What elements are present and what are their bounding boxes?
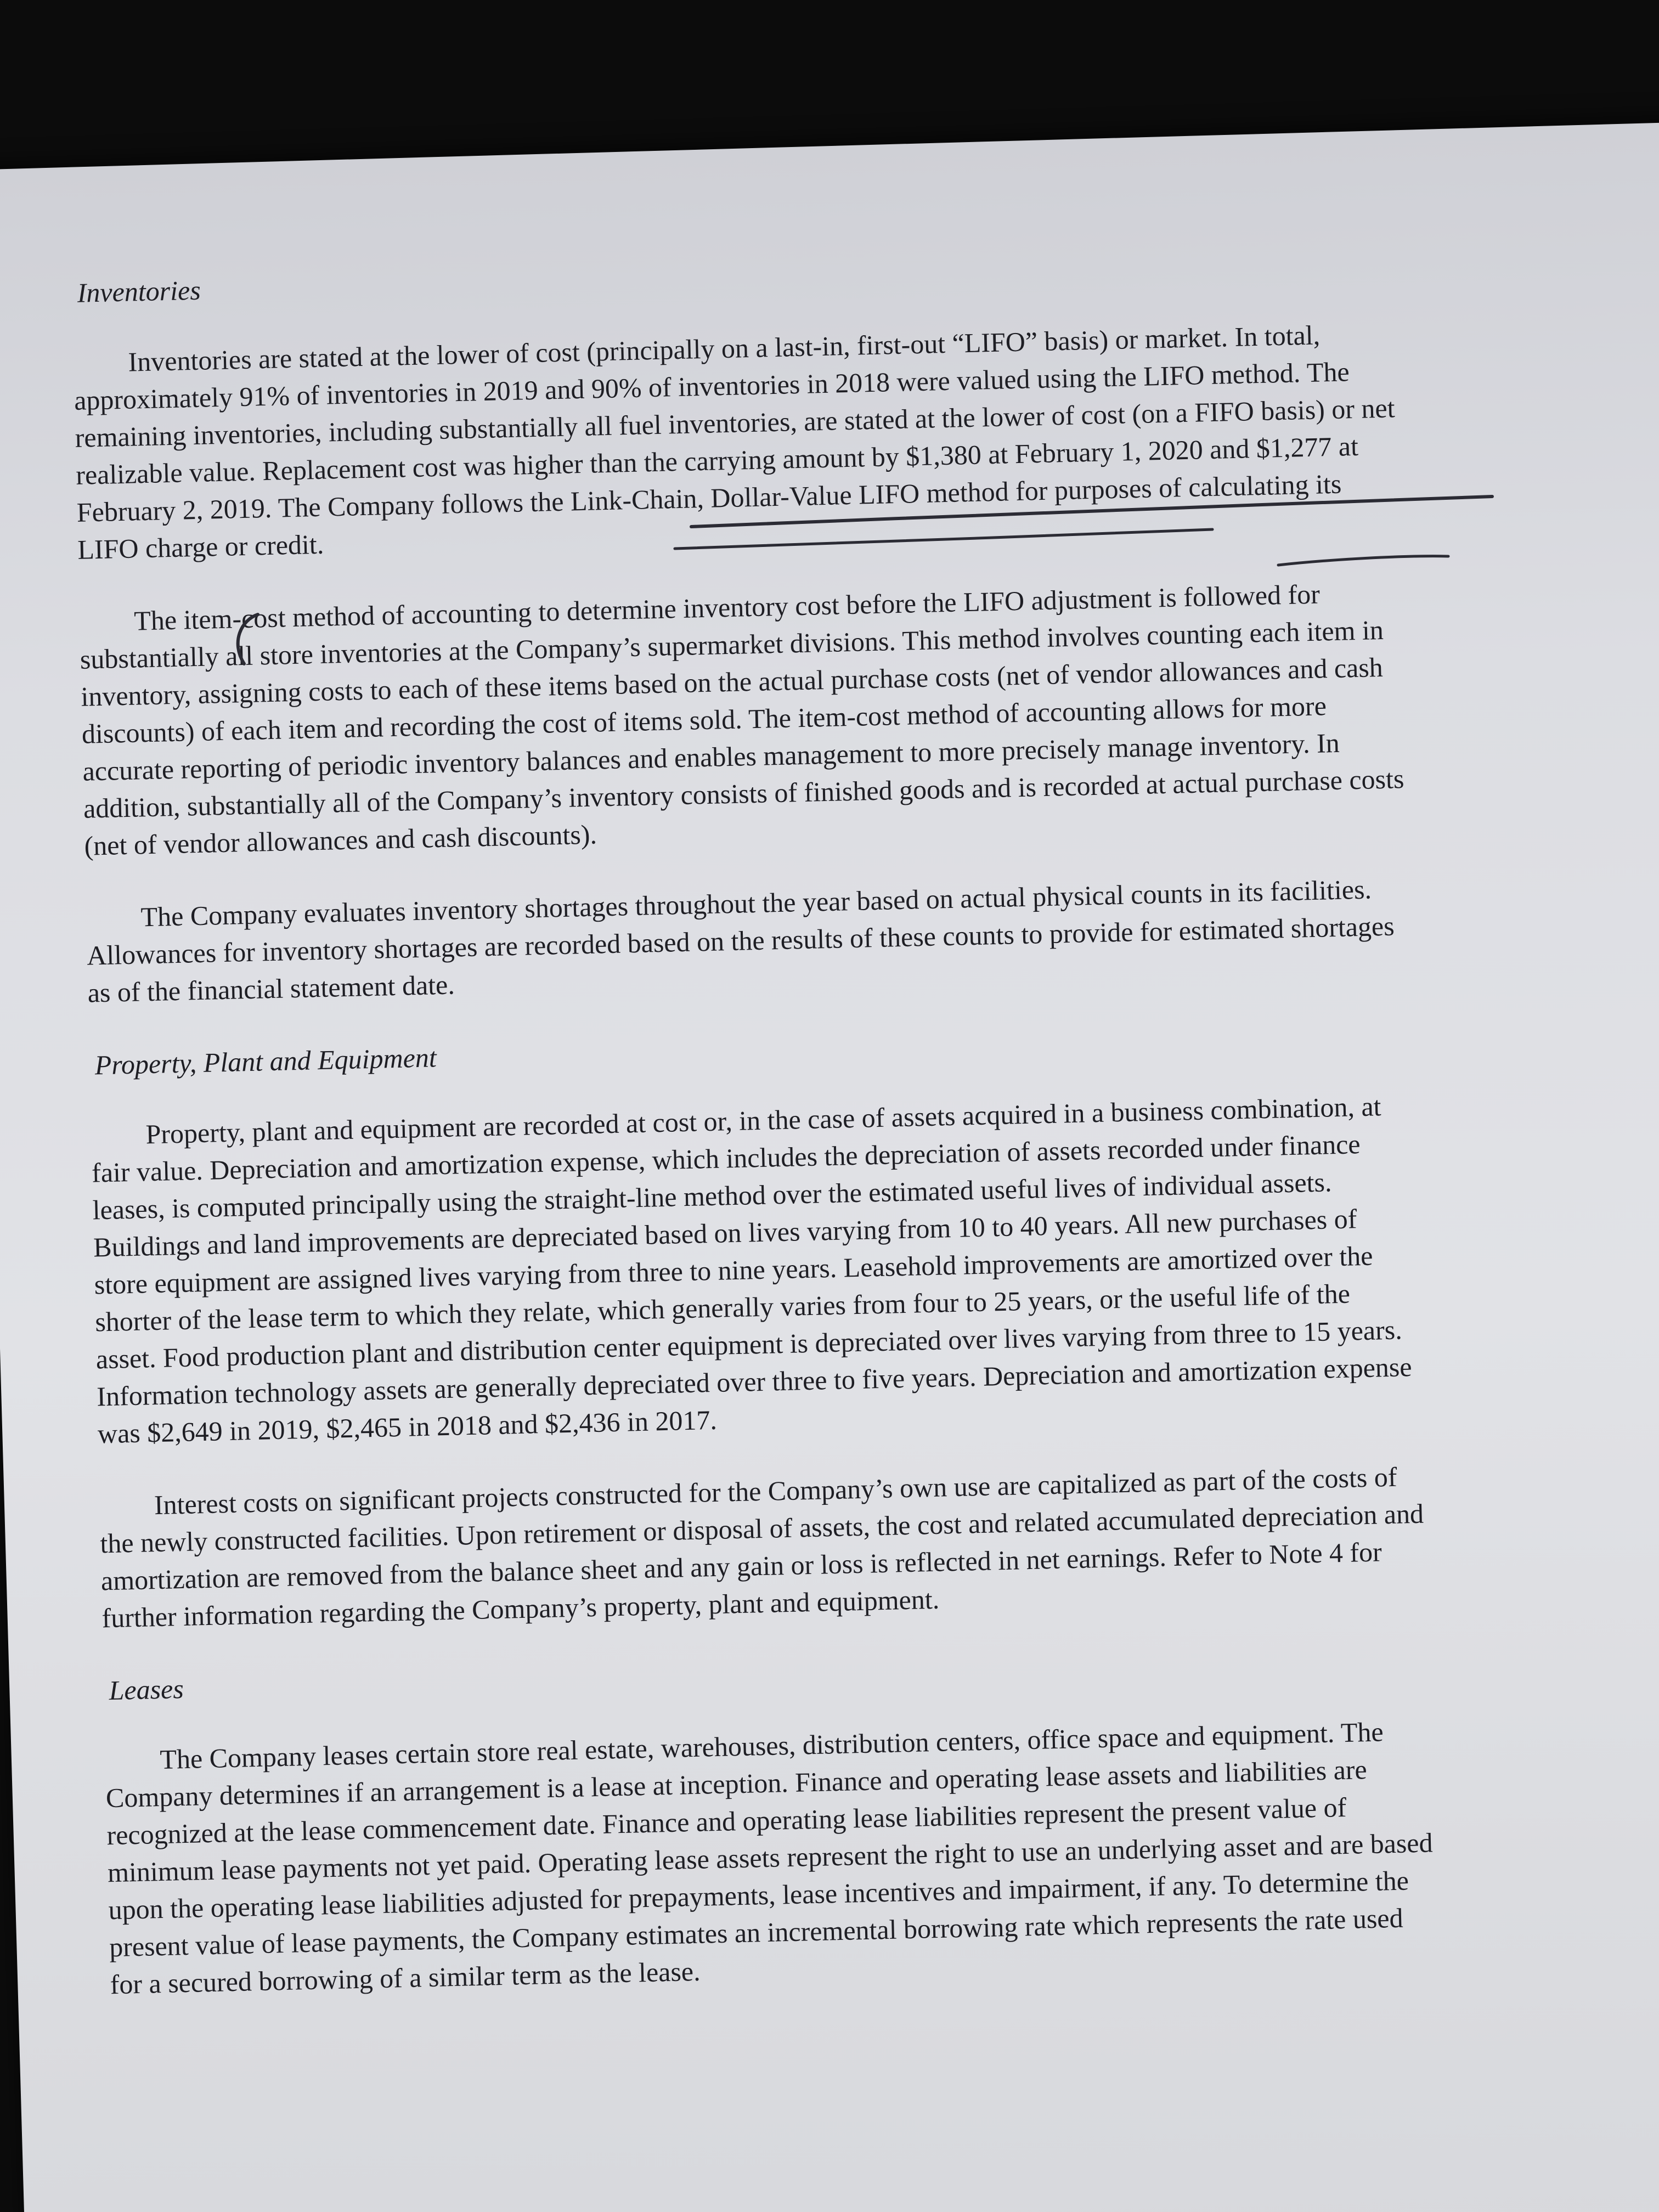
- section-property-plant-equipment: [89, 1012, 1611, 1637]
- paragraph: The Company evaluates inventory shortages throughout the year based on actual physical counts in its facilities. Allowances for inventory shortages are recorded based on the results of these counts to provide for estimated shortages as of the financial statement date.: [86, 873, 1395, 1008]
- document-body: [71, 240, 1620, 2039]
- paragraph: Property, plant and equipment are recorded at cost or, in the case of assets acquired in a business combination, at fair value. Depreciation and amortization expense, which includes the depreciation of assets recorded under finance leases, is computed principally using the straight-line method over the estimated useful lives of individual assets. Buildings and land improvements are depreciated based on lives varying from 10 to 40 years. All new purchases of store equipment are assigned lives varying from three to nine years. Leasehold improvements are amortized over the shorter of the lease term to which they relate, which generally varies from four to 25 years, or the useful life of the asset. Food production plant and distribution center equipment is depreciated over lives varying from three to 15 years. Information technology assets are generally depreciated over three to five years. Depreciation and amortization expense was $2,649 in 2019, $2,465 in 2018 and $2,436 in 2017.: [91, 1091, 1413, 1449]
- section-inventories: [71, 240, 1596, 1012]
- paragraph: Interest costs on significant projects constructed for the Company’s own use are capitalized as part of the costs of the newly constructed facilities. Upon retirement or disposal of assets, the cost and related accumulated depreciation and amortization are removed from the balance sheet and any gain or loss is reflected in net earnings. Refer to Note 4 for further information regarding the Company’s property, plant and equipment.: [99, 1461, 1424, 1634]
- section-heading: Property, Plant and Equipment: [94, 1042, 437, 1081]
- section-leases: [103, 1638, 1619, 2003]
- section-heading: Leases: [108, 1673, 184, 1706]
- paragraph: The item-cost method of accounting to determine inventory cost before the LIFO adjustment is followed for substantially all store inventories at the Company’s supermarket divisions. This method involves counting each item in inventory, assigning costs to each of these items based on the actual purchase costs (net of vendor allowances and cash discounts) of each item and recording the cost of items sold. The item-cost method of accounting allows for more accurate reporting of periodic inventory balances and enables management to more precisely manage inventory. In addition, substantially all of the Company’s inventory consists of finished goods and is recorded at actual purchase costs (net of vendor allowances and cash discounts).: [80, 578, 1404, 861]
- paragraph: The Company leases certain store real estate, warehouses, distribution centers, office space and equipment. The Company determines if an arrangement is a lease at inception. Finance and operating lease assets and liabilities are recognized at the lease commencement date. Finance and operating lease liabilities represent the present value of minimum lease payments not yet paid. Operating lease assets represent the right to use an underlying asset and are based upon the operating lease liabilities adjusted for prepayments, lease incentives and impairment, if any. To determine the present value of lease payments, the Company estimates an incremental borrowing rate which represents the rate used for a secured borrowing of a similar term as the lease.: [105, 1716, 1434, 2000]
- paragraph: Inventories are stated at the lower of cost (principally on a last-in, first-out “LIFO” basis) or market. In total, approximately 91% of inventories in 2019 and 90% of inventories in 2018 were valued using the LIFO method. The remaining inventories, including substantially all fuel inventories, are stated at the lower of cost (on a FIFO basis) or net realizable value. Replacement cost was higher than the carrying amount by $1,380 at February 1, 2020 and $1,277 at February 2, 2019. The Company follows the Link-Chain, Dollar-Value LIFO method for purposes of calculating its LIFO charge or credit.: [74, 319, 1396, 565]
- section-heading: Inventories: [77, 274, 201, 308]
